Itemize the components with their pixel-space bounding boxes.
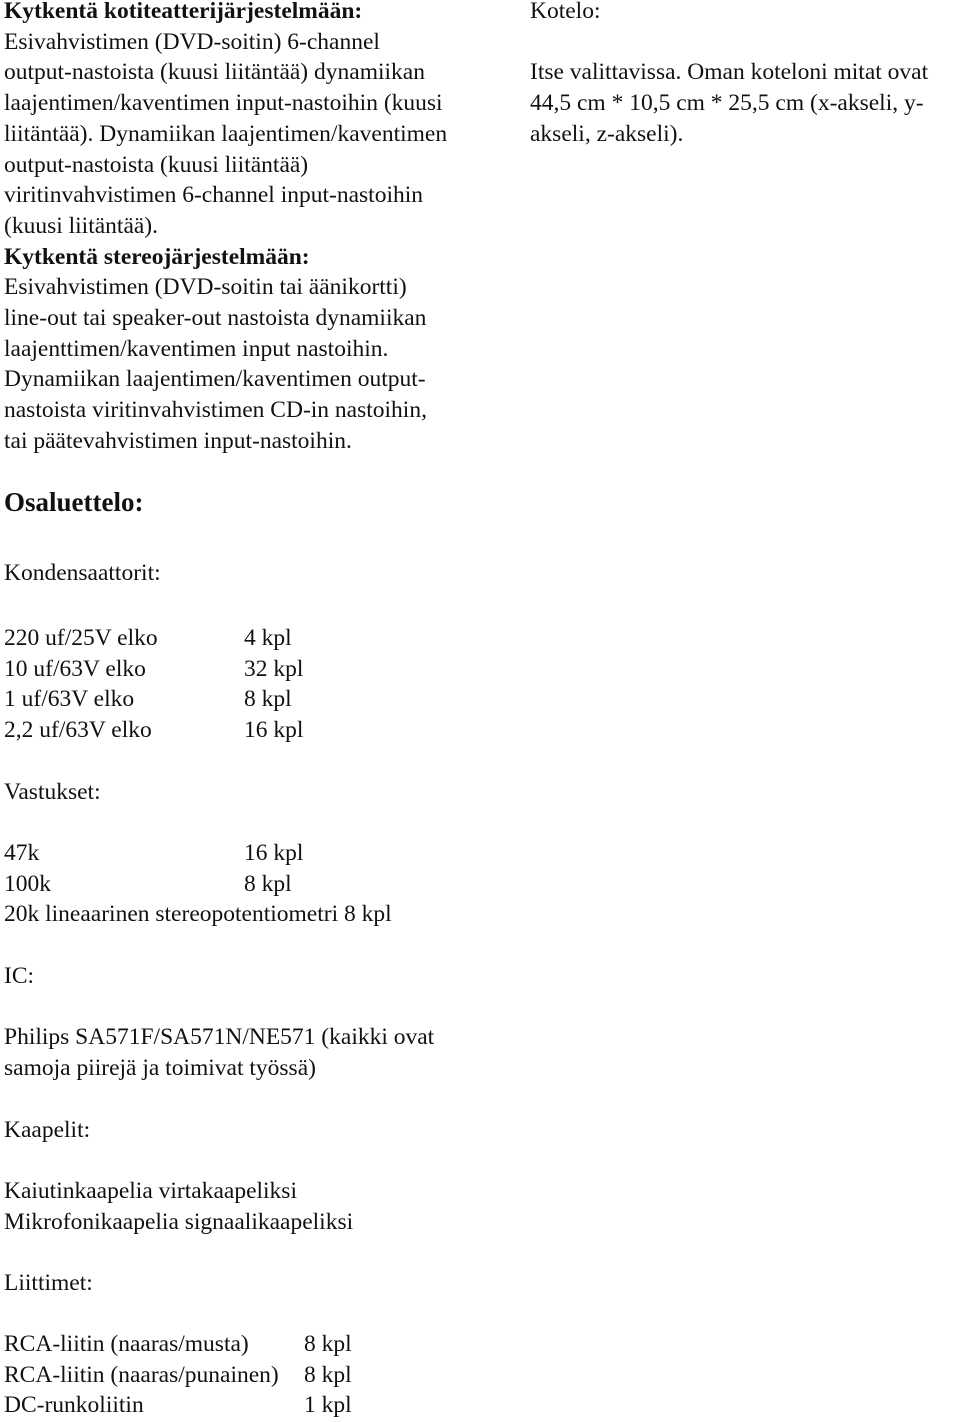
part-name: 2,2 uf/63V elko	[4, 717, 152, 744]
home-theater-line: Esivahvistimen (DVD-soitin) 6-channel	[4, 28, 380, 55]
kotelo-line: akseli, z-akseli).	[530, 120, 684, 147]
list-item: Kaiutinkaapelia virtakaapeliksi	[4, 1178, 297, 1204]
connectors-list	[4, 1329, 504, 1421]
home-theater-line: liitäntää). Dynamiikan laajentimen/kaventimen	[4, 120, 448, 147]
part-name: DC-runkoliitin	[4, 1392, 144, 1419]
part-qty: 32 kpl	[244, 655, 304, 682]
home-theater-line: output-nastoista (kuusi liitäntää)	[4, 151, 309, 178]
list-item	[4, 684, 504, 715]
stereo-line: nastoista viritinvahvistimen CD-in nastoihin,	[4, 397, 427, 424]
list-item	[4, 654, 504, 685]
part-qty: 1 kpl	[304, 1392, 352, 1419]
part-qty: 16 kpl	[244, 840, 304, 866]
stereo-line: Esivahvistimen (DVD-soitin tai äänikortti)	[4, 274, 407, 301]
part-name: 10 uf/63V elko	[4, 655, 146, 682]
home-theater-line: viritinvahvistimen 6-channel input-nastoihin	[4, 182, 424, 209]
stereo-line: line-out tai speaker-out nastoista dynamiikan	[4, 305, 427, 332]
stereo-heading: Kytkentä stereojärjestelmään:	[4, 243, 310, 270]
part-name: RCA-liitin (naaras/punainen)	[4, 1361, 279, 1388]
list-item	[4, 715, 504, 746]
home-theater-line: (kuusi liitäntää).	[4, 212, 159, 239]
part-name: 1 uf/63V elko	[4, 686, 135, 713]
resistors-list	[4, 838, 504, 930]
home-theater-line: output-nastoista (kuusi liitäntää) dynamiikan	[4, 59, 425, 86]
ic-text	[4, 1022, 524, 1083]
list-item	[4, 838, 504, 869]
part-qty: 16 kpl	[244, 717, 304, 744]
resistors-heading: Vastukset:	[4, 779, 101, 805]
cables-heading: Kaapelit:	[4, 1117, 91, 1143]
kotelo-line: 44,5 cm * 10,5 cm * 25,5 cm (x-akseli, y-	[530, 90, 924, 117]
part-qty: 4 kpl	[244, 625, 292, 651]
part-name: 100k	[4, 870, 51, 897]
ic-line: Philips SA571F/SA571N/NE571 (kaikki ovat	[4, 1024, 435, 1050]
ic-heading: IC:	[4, 963, 35, 989]
stereo-line: tai päätevahvistimen input-nastoihin.	[4, 427, 352, 454]
list-item	[4, 1390, 504, 1421]
cables-list	[4, 1176, 524, 1237]
part-qty: 8 kpl	[304, 1361, 352, 1388]
list-item	[4, 1360, 504, 1391]
enclosure-section	[530, 0, 960, 150]
capacitors-heading: Kondensaattorit:	[4, 560, 161, 586]
stereo-line: Dynamiikan laajentimen/kaventimen output-	[4, 366, 426, 393]
part-name: 47k	[4, 840, 40, 866]
list-item	[4, 623, 504, 654]
part-qty: 8 kpl	[244, 870, 292, 897]
home-theater-line: laajentimen/kaventimen input-nastoihin (kuusi	[4, 90, 443, 117]
list-item: 20k lineaarinen stereopotentiometri 8 kpl	[4, 901, 392, 928]
capacitors-list	[4, 623, 504, 746]
wiring-instructions	[4, 0, 504, 457]
list-item: Mikrofonikaapelia signaalikaapeliksi	[4, 1208, 354, 1235]
ic-line: samoja piirejä ja toimivat työssä)	[4, 1054, 316, 1081]
part-name: RCA-liitin (naaras/musta)	[4, 1331, 249, 1357]
parts-list-title: Osaluettelo:	[4, 487, 144, 517]
part-name: 220 uf/25V elko	[4, 625, 158, 651]
home-theater-heading: Kytkentä kotiteatterijärjestelmään:	[4, 0, 363, 24]
part-qty: 8 kpl	[304, 1331, 352, 1357]
part-qty: 8 kpl	[244, 686, 292, 713]
connectors-heading: Liittimet:	[4, 1270, 93, 1296]
list-item	[4, 1329, 504, 1360]
list-item	[4, 869, 504, 900]
kotelo-line: Itse valittavissa. Oman koteloni mitat ovat	[530, 59, 929, 86]
kotelo-heading: Kotelo:	[530, 0, 601, 24]
stereo-line: laajenttimen/kaventimen input nastoihin.	[4, 335, 389, 362]
